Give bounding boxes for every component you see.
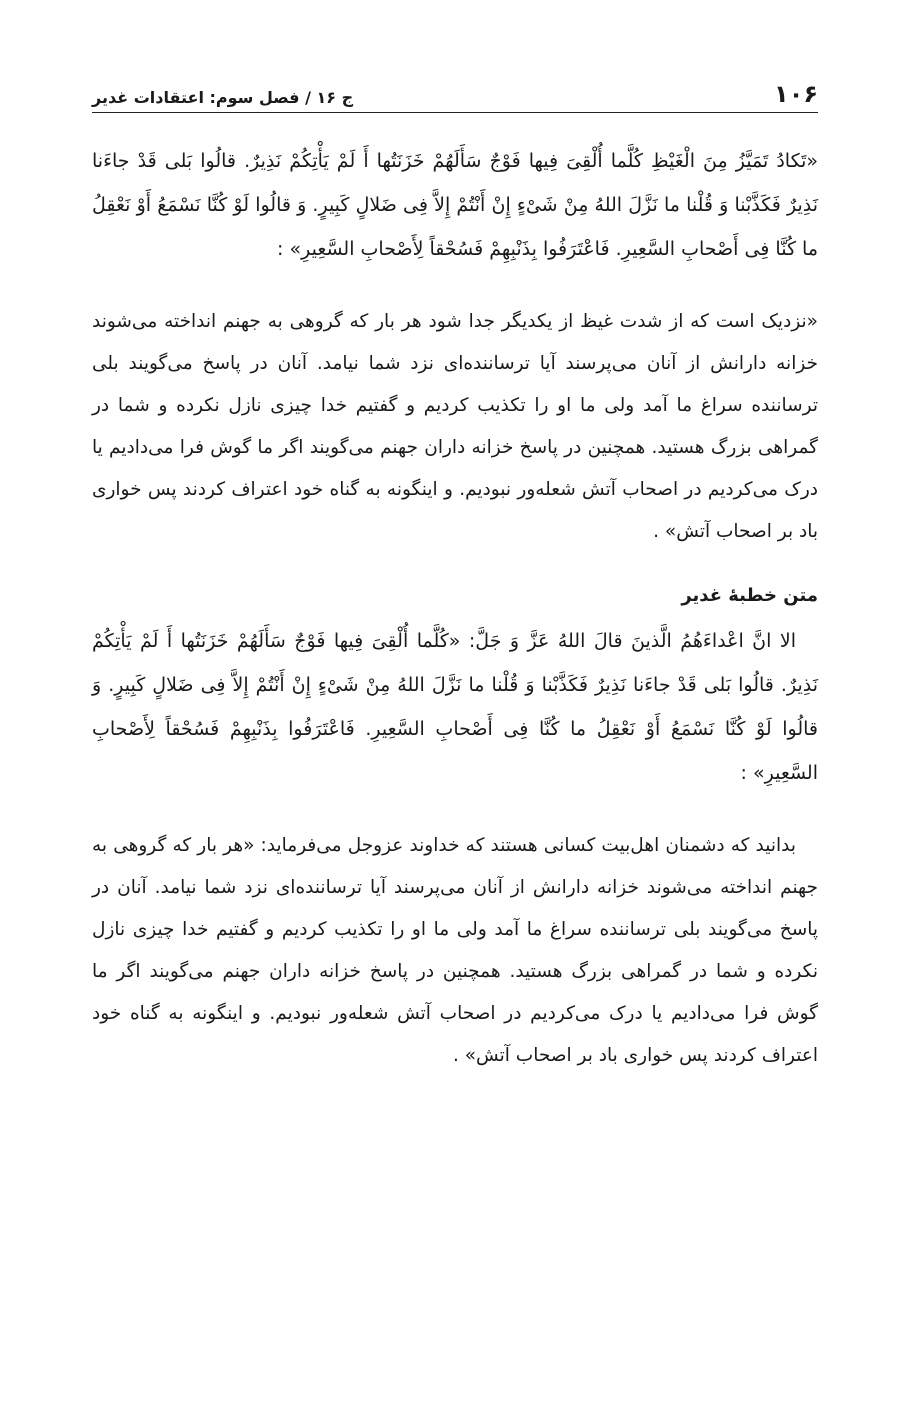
quran-verse-paragraph: «تَکادُ تَمَیَّزُ مِنَ الْغَیْظِ کُلَّما أُلْقِیَ فِیها فَوْجٌ سَأَلَهُمْ خَزَنَتُها أَ لَمْ یَأْتِکُمْ نَذِیرٌ. قالُوا بَلی قَدْ جاءَنا نَذِیرٌ فَکَذَّبْنا وَ قُلْنا ما نَزَّلَ اللهُ مِنْ شَیْءٍ إِنْ أَنْتُمْ إِلاَّ فِی ضَلالٍ کَبِیرٍ. وَ قالُوا لَوْ کُنَّا نَسْمَعُ أَوْ نَعْقِلُ ما کُنَّا فِی أَصْحابِ السَّعِیرِ. فَاعْتَرَفُوا بِذَنْبِهِمْ فَسُحْقاً لِأَصْحابِ السَّعِیرِ» : — [92, 150, 818, 260]
section-heading: متن خطبهٔ غدیر — [681, 585, 818, 606]
running-title: ج ۱۶ / فصل سوم: اعتقادات غدیر — [92, 88, 354, 107]
page-number: ۱۰۶ — [774, 80, 818, 108]
verse-translation-paragraph: «نزدیک است که از شدت غیظ از یکدیگر جدا شود هر بار که گروهی به جهنم انداخته می‌شوند خزانه دارانش از آنان می‌پرسند آیا ترساننده‌ای نزد شما نیامد. آنان در پاسخ می‌گویند بلی ترساننده سراغ ما آمد ولی ما او را تکذیب کردیم و گفتیم خدا چیزی نازل نکرده و شما در گمراهی بزرگ هستید. همچنین در پاسخ خزانه داران جهنم می‌گویند اگر ما گوش فرا می‌دادیم یا درک می‌کردیم در اصحاب آتش شعله‌ور نبودیم. و اینگونه به گناه خود اعتراف کردند پس خواری باد بر اصحاب آتش» . — [92, 311, 818, 542]
sermon-translation-paragraph: بدانید که دشمنان اهل‌بیت کسانی هستند که خداوند عزوجل می‌فرماید: «هر بار که گروهی به جهنم انداخته می‌شوند خزانه دارانش از آنان می‌پرسند آیا ترساننده‌ای نزد شما نیامد. آنان در پاسخ می‌گویند بلی ترساننده سراغ ما آمد ولی ما او را تکذیب کردیم و گفتیم خدا چیزی نازل نکرده و شما در گمراهی بزرگ هستید. همچنین در پاسخ خزانه داران جهنم می‌گویند اگر ما گوش فرا می‌دادیم یا درک می‌کردیم در اصحاب آتش شعله‌ور نبودیم. و اینگونه به گناه خود اعتراف کردند پس خواری باد بر اصحاب آتش» . — [92, 835, 818, 1066]
running-header — [92, 60, 818, 113]
book-page — [92, 60, 818, 1077]
sermon-arabic-paragraph: الا انَّ اعْداءَهُمُ الَّذینَ قالَ اللهُ عَزَّ وَ جَلَّ: «کُلَّما أُلْقِیَ فِیها فَوْجٌ سَأَلَهُمْ خَزَنَتُها أَ لَمْ یَأْتِکُمْ نَذِیرٌ. قالُوا بَلی قَدْ جاءَنا نَذِیرٌ فَکَذَّبْنا وَ قُلْنا ما نَزَّلَ اللهُ مِنْ شَیْءٍ إِنْ أَنْتُمْ إِلاَّ فِی ضَلالٍ کَبِیرٍ. وَ قالُوا لَوْ کُنَّا نَسْمَعُ أَوْ نَعْقِلُ ما کُنَّا فِی أَصْحابِ السَّعِیرِ. فَاعْتَرَفُوا بِذَنْبِهِمْ فَسُحْقاً لِأَصْحابِ السَّعِیرِ» : — [92, 630, 818, 784]
